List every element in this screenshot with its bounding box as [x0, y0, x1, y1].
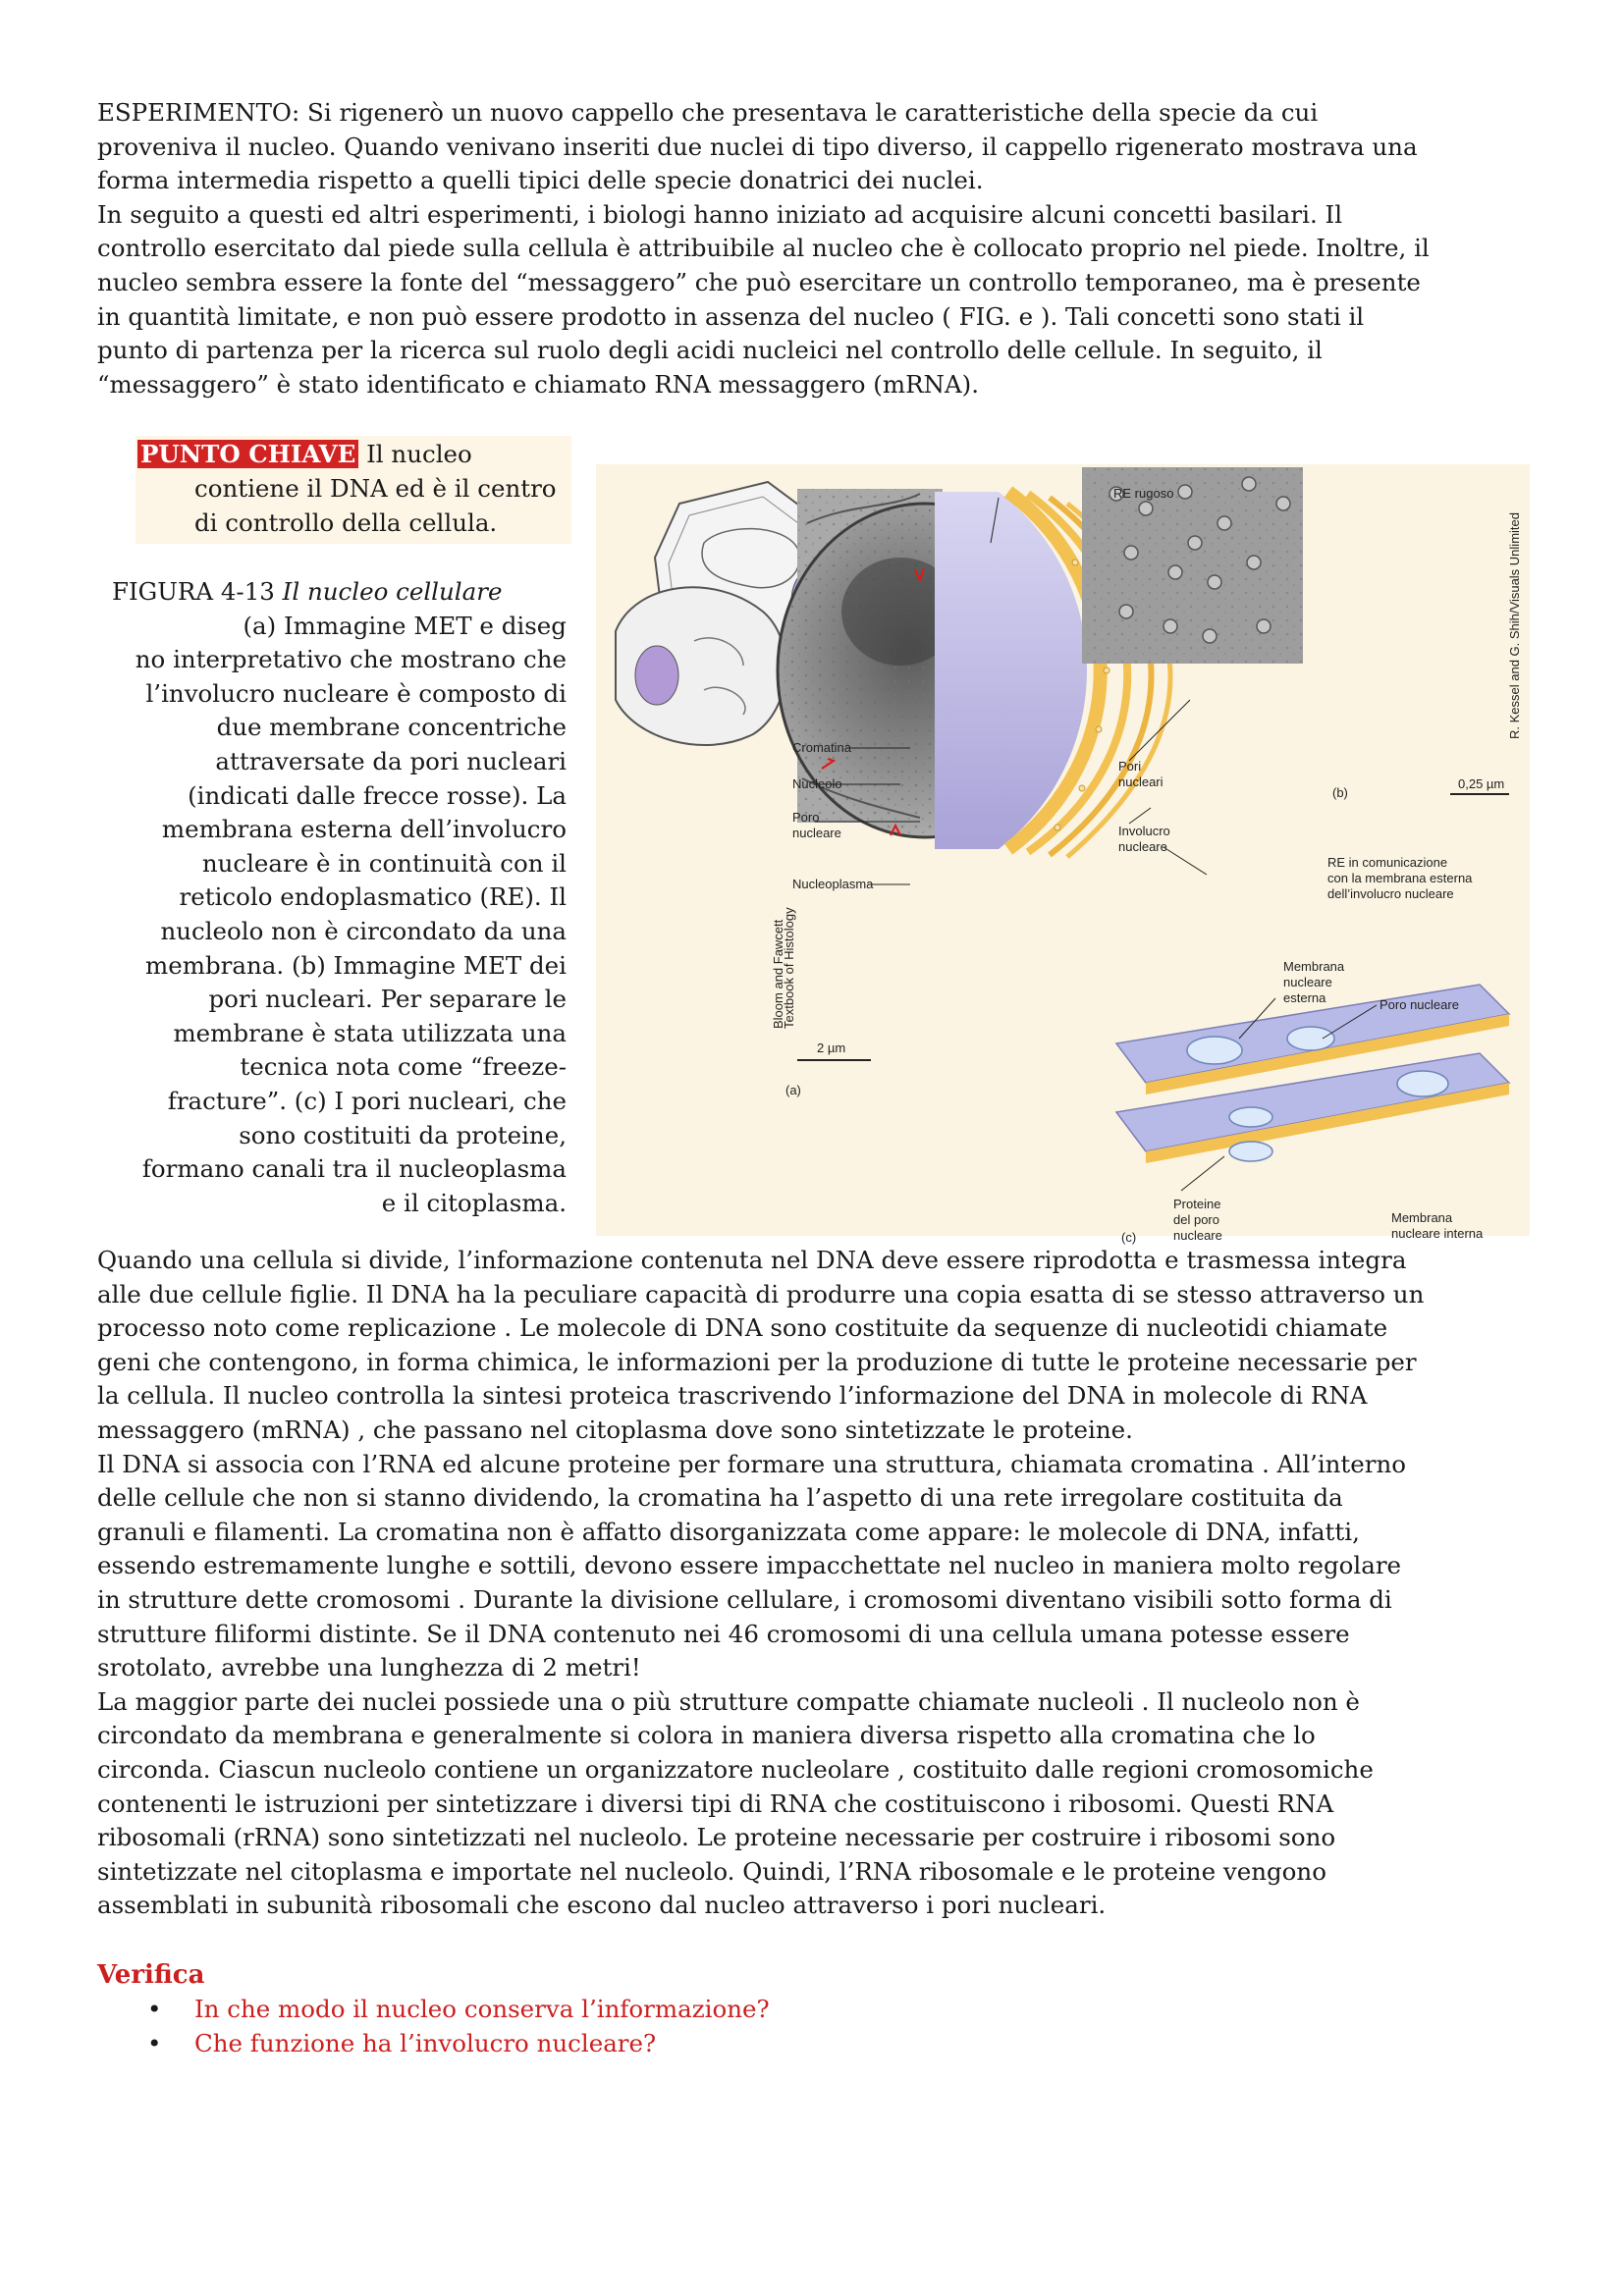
- label-nucleoplasma: Nucleoplasma: [792, 877, 874, 891]
- label-b: (b): [1332, 785, 1348, 800]
- nucleus-figure: [596, 464, 1530, 1245]
- credit-b: R. Kessel and G. Shih/Visuals Unlimited: [1507, 512, 1522, 739]
- text-line: in strutture dette cromosomi . Durante la divisione cellulare, i cromosomi diventano visibili sotto forma di: [97, 1584, 1392, 1614]
- label-membrana-interna: Membrana: [1391, 1210, 1453, 1225]
- text-line: essendo estremamente lunghe e sottili, devono essere impacchettate nel nucleo in maniera molto regolare: [97, 1551, 1402, 1580]
- text-line: processo noto come replicazione . Le molecole di DNA sono costituite da sequenze di nucleotidi chiamate: [97, 1313, 1388, 1343]
- label-re-comunicazione: dell’involucro nucleare: [1327, 886, 1454, 901]
- label-re-rugoso: RE rugoso: [1113, 486, 1174, 501]
- caption-line: l’involucro nucleare è composto di: [145, 678, 567, 708]
- text-line: “messaggero” è stato identificato e chiamato RNA messaggero (mRNA).: [97, 369, 980, 399]
- caption-line: due membrane concentriche: [216, 713, 567, 742]
- caption-line: nucleare è in continuità con il: [201, 848, 567, 878]
- text-line: ESPERIMENTO: Si rigenerò un nuovo cappello che presentava le caratteristiche della specie da cui: [97, 98, 1319, 127]
- text-line: in quantità limitate, e non può essere prodotto in assenza del nucleo ( FIG. e ). Tali concetti sono stati il: [97, 301, 1365, 331]
- label-proteine-poro: del poro: [1173, 1212, 1219, 1227]
- label-involucro-nucleare: nucleare: [1118, 839, 1167, 854]
- key-point-line: [137, 438, 472, 472]
- caption-line: (indicati dalle frecce rosse). La: [188, 780, 567, 810]
- verifica-list: [147, 1993, 770, 2060]
- verifica-question: [147, 2027, 770, 2061]
- caption-line: sono costituiti da proteine,: [239, 1120, 567, 1149]
- caption-line: nucleolo non è circondato da una: [160, 916, 567, 945]
- text-line: granuli e filamenti. La cromatina non è affatto disorganizzata come appare: le molecole di DNA, infatti,: [97, 1517, 1360, 1546]
- text-line: circondato da membrana e generalmente si colora in maniera diversa rispetto alla cromatina che lo: [97, 1721, 1316, 1750]
- label-involucro-nucleare: Involucro: [1118, 824, 1170, 838]
- question-text: In che modo il nucleo conserva l’informazione?: [194, 1995, 770, 2023]
- label-proteine-poro: Proteine: [1173, 1197, 1221, 1211]
- text-line: controllo esercitato dal piede sulla cellula è attribuibile al nucleo che è collocato proprio nel piede. Inoltre, il: [97, 234, 1430, 263]
- text-line: strutture filiformi distinte. Se il DNA contenuto nei 46 cromosomi di una cellula umana potesse essere: [97, 1619, 1350, 1648]
- label-poro-nucleare: nucleare: [792, 826, 841, 840]
- caption-number: FIGURA 4-13: [112, 577, 275, 606]
- scale-b-text: 0,25 µm: [1458, 776, 1505, 791]
- key-point-box: [135, 436, 571, 544]
- caption-line: membrane è stata utilizzata una: [173, 1018, 567, 1047]
- caption-line: e il citoplasma.: [381, 1188, 567, 1217]
- text-line: contenenti le istruzioni per sintetizzare i diversi tipi di RNA che costituiscono i ribosomi. Questi RNA: [97, 1789, 1334, 1818]
- text-line: circonda. Ciascun nucleolo contiene un organizzatore nucleolare , costituito dalle regioni cromosomiche: [97, 1754, 1374, 1784]
- label-re-comunicazione: RE in comunicazione: [1327, 855, 1448, 870]
- label-poro-nucleare: Poro: [792, 810, 820, 825]
- text-line: alle due cellule figlie. Il DNA ha la peculiare capacità di produrre una copia esatta di se stesso attraverso un: [97, 1279, 1425, 1308]
- credit-a: Bloom and Fawcett: [771, 919, 785, 1029]
- caption-line: pori nucleari. Per separare le: [208, 985, 567, 1014]
- text-line: geni che contengono, in forma chimica, le informazioni per la produzione di tutte le proteine necessarie per: [97, 1347, 1417, 1376]
- text-line: delle cellule che non si stanno dividendo, la cromatina ha l’aspetto di una rete irregolare costituita da: [97, 1483, 1343, 1513]
- caption-title-text: Il nucleo cellulare: [282, 577, 503, 606]
- text-line: srotolato, avrebbe una lunghezza di 2 metri!: [97, 1653, 641, 1682]
- caption-line: membrana esterna dell’involucro: [161, 815, 567, 844]
- body-paragraphs: [97, 1244, 1531, 1923]
- intro-paragraph: [97, 96, 1531, 401]
- text-line: la cellula. Il nucleo controlla la sintesi proteica trascrivendo l’informazione del DNA in molecole di RNA: [97, 1381, 1368, 1411]
- credit-a: Textbook of Histology: [782, 907, 796, 1029]
- text-line: assemblati in subunità ribosomali che escono dal nucleo attraverso i pori nucleari.: [97, 1891, 1107, 1920]
- label-proteine-poro: nucleare: [1173, 1228, 1222, 1243]
- caption-line: attraversate da pori nucleari: [215, 746, 567, 775]
- bullet-icon: •: [147, 2028, 162, 2057]
- caption-line: reticolo endoplasmatico (RE). Il: [179, 882, 567, 912]
- text-line: Il DNA si associa con l’RNA ed alcune proteine per formare una struttura, chiamata cromatina . All’interno: [97, 1449, 1407, 1478]
- label-pori-nucleari: Pori: [1118, 759, 1142, 774]
- label-c: (c): [1121, 1230, 1137, 1245]
- key-point-line: contiene il DNA ed è il centro: [194, 474, 557, 503]
- text-line: sintetizzate nel citoplasma e importate nel nucleolo. Quindi, l’RNA ribosomale e le proteine vengono: [97, 1856, 1326, 1886]
- text-line: forma intermedia rispetto a quelli tipici delle specie donatrici dei nuclei.: [97, 166, 984, 195]
- text-line: ribosomali (rRNA) sono sintetizzati nel nucleolo. Le proteine necessarie per costruire i ribosomi sono: [97, 1823, 1336, 1852]
- caption-line: tecnica nota come “freeze-: [240, 1052, 567, 1082]
- figure-caption: [79, 575, 567, 1220]
- text-line: Quando una cellula si divide, l’informazione contenuta nel DNA deve essere riprodotta e trasmessa integra: [97, 1246, 1407, 1274]
- label-re-comunicazione: con la membrana esterna: [1327, 871, 1473, 885]
- text-line: punto di partenza per la ricerca sul ruolo degli acidi nucleici nel controllo delle cellule. In seguito, il: [97, 336, 1323, 365]
- label-a: (a): [785, 1083, 801, 1097]
- text-line: In seguito a questi ed altri esperimenti, i biologi hanno iniziato ad acquisire alcuni concetti basilari. Il: [97, 199, 1343, 229]
- text-line: messaggero (mRNA) , che passano nel citoplasma dove sono sintetizzate le proteine.: [97, 1415, 1133, 1444]
- caption-line: membrana. (b) Immagine MET dei: [145, 950, 567, 980]
- key-point-text: Il nucleo: [366, 440, 472, 468]
- bullet-icon: •: [147, 1995, 162, 2023]
- label-membrana-esterna: esterna: [1283, 990, 1326, 1005]
- question-text: Che funzione ha l’involucro nucleare?: [194, 2028, 657, 2057]
- caption-line: (a) Immagine MET e diseg: [243, 611, 567, 640]
- label-membrana-esterna: Membrana: [1283, 959, 1345, 974]
- label-membrana-esterna: nucleare: [1283, 975, 1332, 989]
- verifica-question: [147, 1993, 770, 2027]
- caption-line: no interpretativo che mostrano che: [135, 645, 567, 674]
- caption-line: formano canali tra il nucleoplasma: [141, 1154, 567, 1184]
- verifica-heading: Verifica: [97, 1960, 205, 1990]
- key-point-line: di controllo della cellula.: [194, 508, 498, 537]
- label-poro-nucleare-c: Poro nucleare: [1380, 997, 1459, 1012]
- cell-sketch-animal: [616, 587, 785, 745]
- text-line: La maggior parte dei nuclei possiede una o più strutture compatte chiamate nucleoli . Il nucleolo non è: [97, 1686, 1360, 1716]
- label-cromatina: Cromatina: [792, 740, 851, 755]
- label-membrana-interna: nucleare interna: [1391, 1226, 1484, 1241]
- key-point-tag: PUNTO CHIAVE: [137, 440, 358, 468]
- text-line: proveniva il nucleo. Quando venivano inseriti due nuclei di tipo diverso, il cappello rigenerato mostrava una: [97, 132, 1418, 161]
- caption-title: [79, 575, 567, 610]
- text-line: nucleo sembra essere la fonte del “messaggero” che può esercitare un controllo temporaneo, ma è presente: [97, 267, 1421, 296]
- label-pori-nucleari: nucleari: [1118, 774, 1163, 789]
- caption-line: fracture”. (c) I pori nucleari, che: [167, 1086, 567, 1115]
- label-nucleolo: Nucleolo: [792, 776, 842, 791]
- scale-a-text: 2 µm: [817, 1041, 846, 1055]
